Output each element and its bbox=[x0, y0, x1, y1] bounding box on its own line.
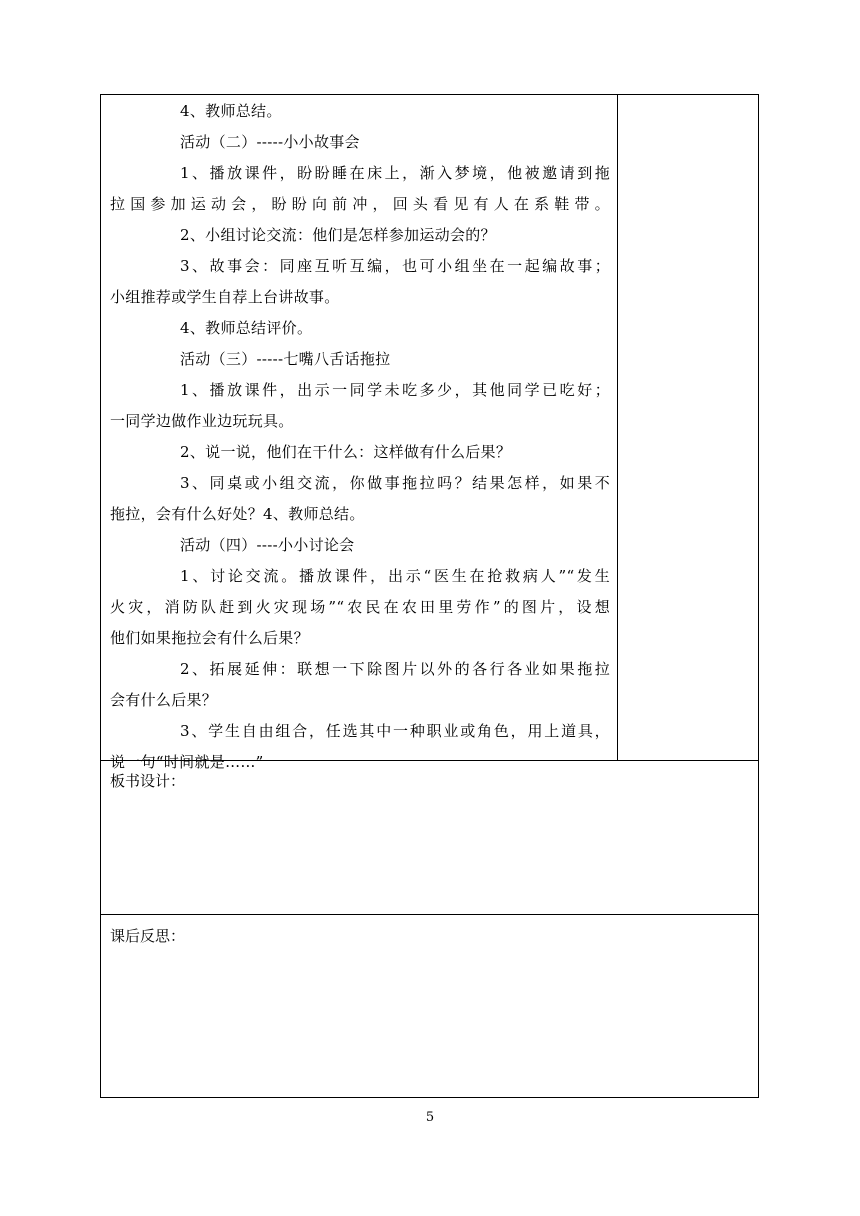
board-design-cell bbox=[100, 760, 759, 915]
text-line: 2、拓展延伸：联想一下除图片以外的各行各业如果拖拉 bbox=[180, 660, 610, 678]
text-line: 2、小组讨论交流：他们是怎样参加运动会的？ bbox=[180, 226, 496, 244]
text-line: 说一句“时间就是……” bbox=[110, 753, 264, 771]
text-line: 4、教师总结。 bbox=[180, 102, 282, 120]
notes-side-cell bbox=[617, 94, 759, 761]
text-line: 1、播放课件，盼盼睡在床上，渐入梦境，他被邀请到拖 bbox=[180, 164, 610, 182]
board-design-label: 板书设计： bbox=[110, 772, 186, 790]
text-line: 一同学边做作业边玩玩具。 bbox=[110, 412, 294, 430]
text-line: 会有什么后果？ bbox=[110, 691, 218, 709]
text-line: 2、说一说，他们在干什么：这样做有什么后果？ bbox=[180, 443, 512, 461]
text-line: 4、教师总结评价。 bbox=[180, 319, 313, 337]
text-line: 小组推荐或学生自荐上台讲故事。 bbox=[110, 288, 340, 306]
page-number: 5 bbox=[425, 1110, 435, 1125]
text-line: 3、同桌或小组交流，你做事拖拉吗？结果怎样，如果不 bbox=[180, 474, 610, 492]
reflection-label: 课后反思： bbox=[110, 927, 186, 945]
text-line: 火灾，消防队赶到火灾现场”“农民在农田里劳作”的图片，设想 bbox=[110, 598, 610, 616]
text-line: 活动（三）-----七嘴八舌话拖拉 bbox=[180, 350, 391, 368]
reflection-cell bbox=[100, 914, 759, 1098]
text-line: 拖拉，会有什么好处？4、教师总结。 bbox=[110, 505, 365, 523]
text-line: 拉国参加运动会，盼盼向前冲，回头看见有人在系鞋带。 bbox=[110, 195, 610, 213]
text-line: 活动（四）----小小讨论会 bbox=[180, 536, 355, 554]
text-line: 活动（二）-----小小故事会 bbox=[180, 133, 360, 151]
text-line: 他们如果拖拉会有什么后果？ bbox=[110, 629, 309, 647]
text-line: 3、故事会：同座互听互编，也可小组坐在一起编故事； bbox=[180, 257, 610, 275]
text-line: 1、讨论交流。播放课件，出示“医生在抢救病人”“发生 bbox=[180, 567, 610, 585]
text-line: 3、学生自由组合，任选其中一种职业或角色，用上道具， bbox=[180, 722, 610, 740]
text-line: 1、播放课件，出示一同学未吃多少，其他同学已吃好； bbox=[180, 381, 610, 399]
